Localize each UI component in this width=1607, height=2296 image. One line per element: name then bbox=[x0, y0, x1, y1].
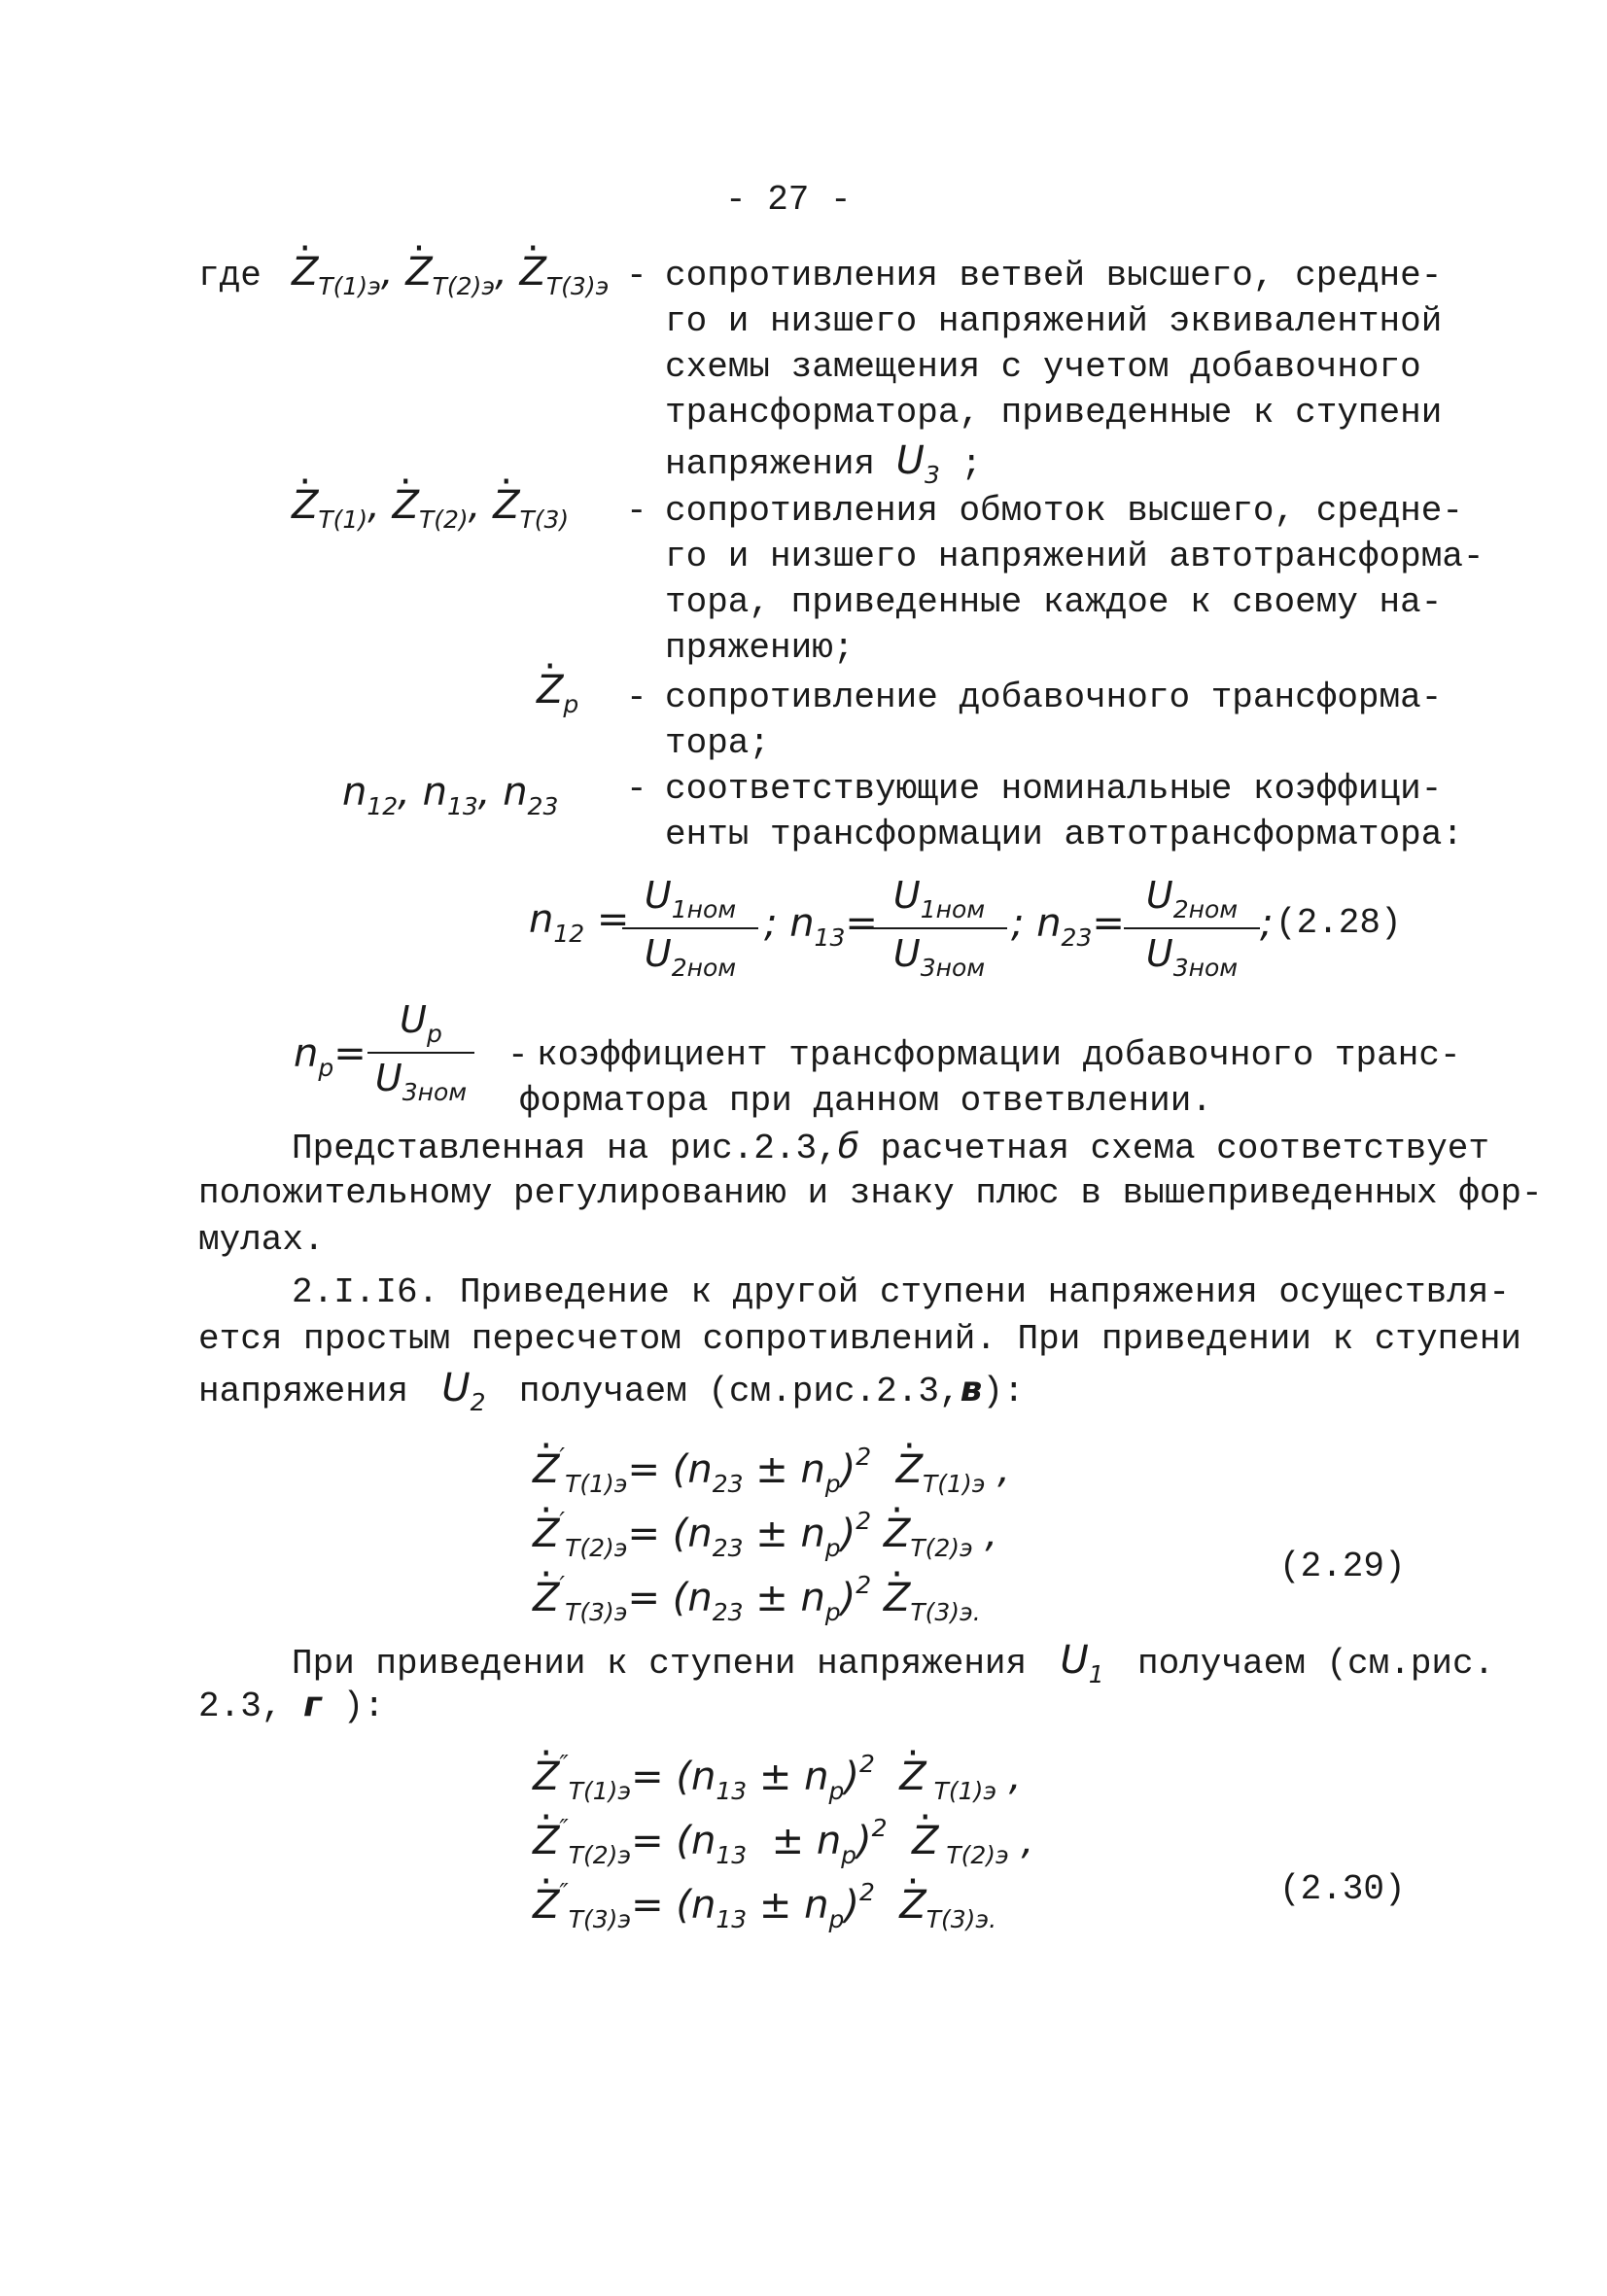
equation-number: (2.28) bbox=[1275, 903, 1402, 943]
page-number: - 27 - bbox=[725, 180, 852, 220]
legend-text-line: соответствующие номинальные коэффици- bbox=[665, 769, 1443, 809]
formula-z-windings: · $Z_{T(1)}$, · $Z_{T(2)}$, · $Z_{T(3)}$ bbox=[292, 486, 569, 532]
equation-number: (2.30) bbox=[1279, 1869, 1406, 1909]
paragraph-line: мулах. bbox=[198, 1220, 325, 1260]
formula-u3: $U_3$ bbox=[895, 438, 940, 489]
legend-dash: - bbox=[626, 256, 647, 296]
paragraph-text: При приведении к ступени напряжения bbox=[292, 1644, 1028, 1684]
paragraph-line: положительному регулированию и знаку плюс в вышеприведенных фор- bbox=[198, 1173, 1543, 1213]
formula-zp: · $Z_p$ bbox=[537, 671, 578, 716]
legend-text: напряжения bbox=[665, 444, 876, 484]
formula-n-ratios: $n_{12}$, $n_{13}$, $n_{23}$ bbox=[342, 770, 559, 820]
paragraph-text: Представленная на рис.2.3, bbox=[292, 1129, 838, 1168]
legend-dash: - bbox=[626, 678, 647, 717]
legend-dash: - bbox=[507, 1035, 529, 1075]
legend-text-line: го и низшего напряжений эквивалентной bbox=[665, 301, 1443, 341]
paragraph-text: напряжения bbox=[198, 1372, 409, 1411]
paragraph-text: 2.3, bbox=[198, 1687, 283, 1726]
legend-text-line: схемы замещения с учетом добавочного bbox=[665, 347, 1421, 387]
legend-text-line: тора, приведенные каждое к своему на- bbox=[665, 582, 1443, 622]
paragraph-line: 2.I.I6. Приведение к другой ступени напряжения осуществля- bbox=[292, 1272, 1511, 1312]
np-text-line: коэффициент трансформации добавочного транс- bbox=[537, 1035, 1461, 1075]
legend-text-line: енты трансформации автотрансформатора: bbox=[665, 815, 1463, 854]
legend-tail: ; bbox=[961, 444, 983, 484]
figure-letter: в bbox=[960, 1370, 983, 1409]
figure-letter: г bbox=[303, 1685, 322, 1724]
figure-letter: б bbox=[837, 1127, 859, 1166]
legend-text-line: пряжению; bbox=[665, 628, 855, 668]
paragraph-text: ): bbox=[342, 1687, 385, 1726]
legend-text-line: сопротивления ветвей высшего, средне- bbox=[665, 256, 1443, 296]
legend-dash: - bbox=[626, 491, 647, 531]
paragraph-line: ется простым пересчетом сопротивлений. При приведении к ступени bbox=[198, 1319, 1522, 1359]
paragraph-text: получаем (см.рис. bbox=[1136, 1644, 1495, 1684]
equation-number: (2.29) bbox=[1279, 1547, 1406, 1586]
legend-text-line: го и низшего напряжений автотрансформа- bbox=[665, 537, 1485, 576]
legend-text-line: тора; bbox=[665, 723, 771, 763]
legend-text-line: сопротивления обмоток высшего, средне- bbox=[665, 491, 1463, 531]
paragraph-line bbox=[198, 1687, 385, 1724]
paragraph-text: ): bbox=[982, 1372, 1025, 1411]
legend-dash: - bbox=[626, 769, 647, 809]
formula-u1: $U_1$ bbox=[1047, 1638, 1104, 1688]
legend-text-line: сопротивление добавочного трансформа- bbox=[665, 678, 1443, 717]
legend-text-line: трансформатора, приведенные к ступени bbox=[665, 393, 1443, 433]
formula-u2: $U_2$ bbox=[429, 1366, 486, 1416]
where-word: где bbox=[198, 256, 262, 296]
paragraph-text: расчетная схема соответствует bbox=[880, 1129, 1490, 1168]
paragraph-line bbox=[292, 1638, 1495, 1688]
paragraph-line bbox=[198, 1366, 1025, 1416]
legend-text-line bbox=[665, 438, 983, 489]
paragraph-line bbox=[292, 1127, 1490, 1168]
np-text-line: форматора при данном ответвлении. bbox=[519, 1081, 1212, 1121]
paragraph-text: получаем (см.рис.2.3, bbox=[518, 1372, 961, 1411]
formula-z-eq-branches: · $Z_{T(1)э}$, · $Z_{T(2)э}$, · $Z_{T(3)э}$ bbox=[292, 253, 609, 298]
